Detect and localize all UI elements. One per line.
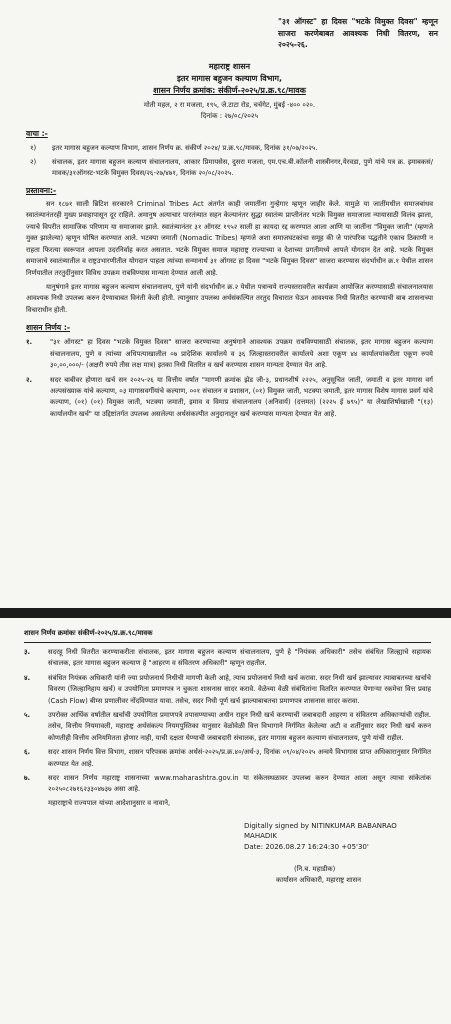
decision-number: १.	[26, 338, 33, 347]
digital-signature-line: Digitally signed by NITINKUMAR BABANRAO	[244, 821, 397, 830]
decision-text: संबंधित नियंत्रक अधिकारी यांनी ज्या प्रयोजनार्थ निधीची मागणी केली आहे, त्याच प्रयोजनार्थ निधी खर्च करावा. सदर निधी खर्च झाल्यावर त्याबाबतच्या खर्चाचे विवरण (जिल्हानिहाय खर्च) व उपयोगिता प्रमाणपत्र न चुकता शासनास सादर करावे. वेळेच्या वेळी संबंधितांना वितरित करण्यात येणाऱ्या रकमेचा वित्त प्रवाह (Cash Flow) बीम्स प्रणालीवर नोंदविण्यात यावा. तसेच, सदर निधी पूर्ण खर्च झाल्याबाबतचा प्रमाणपत्र शासनास सादर करावा.	[48, 673, 431, 705]
reference-text: इतर मागास बहुजन कल्याण विभाग, शासन निर्णय क्र. संकीर्ण २०२४/ प्र.क्र.९८/मावक, दिनांक ३१/०७/२०२५.	[52, 143, 318, 152]
decision-number: ४.	[24, 673, 31, 682]
decision-number: ७.	[24, 774, 31, 783]
department-title: इतर मागास बहुजन कल्याण विभाग,	[177, 73, 282, 83]
decision-text: सदर शासन निर्णय महाराष्ट्र शासनाच्या www.maharashtra.gov.in या संकेतस्थळावर उपलब्ध करुन देण्यात आला असून त्याचा सांकेतांक २०२५०८२७१६२३३०४७३७ असा आहे.	[48, 774, 431, 794]
read-heading: वाचा :-	[26, 128, 48, 138]
decision-text: "३१ ऑगस्ट" हा दिवस "भटके विमुक्त दिवस" साजरा करण्याच्या अनुषंगाने आवश्यक उपक्रम राबविण्यासाठी संचालक, इतर मागास बहुजन कल्याण संचालनालय, पुणे व त्यांच्या अधिपत्याखालील ०७ प्रादेशिक कार्यालये व ३६ जिल्हास्तरावरील कार्यालये अशा एकूण ४४ कार्यालयांकरीता एकूण रुपये ३०,००,०००/- (अक्षरी रुपये तीस लक्ष मात्र) इतका निधी वितरित व खर्च करण्यास शासन मान्यता देण्यात येत आहे.	[50, 338, 433, 370]
decision-heading: शासन निर्णय :-	[26, 323, 71, 333]
decision-item	[26, 337, 433, 371]
decision-number: ५.	[24, 711, 31, 720]
office-address: मोती महल, २ रा मजला, १९५, जे.टाटा रोड, चर्चगेट, मुंबई -४०० ०२०.	[143, 100, 316, 109]
reference-text: संचालक, इतर मागास बहुजन कल्याण संचालनालय, आकार प्रिमायसेस, दुसरा मजला, एम.एच.बी.कॉलनी शास्त्रीनगर,येरवडा, पुणे यांचे पत्र क्र. इमाबकसं/मावक/३१ऑगस्ट-भटके विमुक्त दिवस/२६-२७/४७१, दिनांक २०/०८/२०२५.	[52, 157, 433, 177]
document-page-2	[0, 618, 451, 1024]
government-title: महाराष्ट्र शासन	[208, 61, 251, 71]
digital-signature-line: MAHADIK	[244, 832, 277, 841]
signatory-designation: कार्यासन अधिकारी, महाराष्ट्र शासन	[276, 876, 362, 885]
subject-note: "३१ ऑगस्ट" हा दिवस "भटके विमुक्त दिवस" म्हणून साजरा करणेबाबत आवश्यक निधी वितरण, सन २०२५-२६.	[278, 17, 438, 49]
reference-number: १)	[30, 143, 37, 152]
decision-text: उपरोक्त आर्थिक वर्षातील खर्चाची उपयोगिता प्रमाणपत्रे तपासण्याच्या अधीन राहून निधी खर्च करण्याची जबाबदारी आहरण व संवितरण अधिकाऱ्यांची राहील. तसेच, वित्तीय नियमावली, महाराष्ट्र अर्थसंकल्प नियमपुस्तिका यानुसार वेळोवेळी वित्त विभागाने निर्गमित केलेल्या अटी व शर्तीनुसार सदर निधी खर्च करुन कोणतीही वित्तीय अनियमितता होणार नाही, याची दक्षता घेण्याची जबाबदारी संचालक, इतर मागास बहुजन कल्याण संचालनालय, पुणे यांची राहील.	[48, 711, 431, 742]
decision-item	[24, 773, 431, 796]
reference-item	[26, 157, 433, 179]
decision-number: २.	[26, 375, 33, 384]
digital-signature	[244, 821, 431, 853]
decision-item	[24, 710, 431, 744]
decision-item	[24, 747, 431, 770]
decision-text: सदर बाबीवर होणारा खर्च सन २०२५-२६ या वित्तीय वर्षात "मागणी क्रमांक झेड जी-३, प्रधानशीर्ष २२२५, अनुसूचित जाती, जमाती व इतर मागास वर्ग अल्पसंख्याक यांचे कल्याण, ०३ मागासवर्गीयांचे कल्याण, ००१ संचालन व प्रशासन, (०१) विमुक्त जाती, भटक्या जमाती, इतर मागास विशेष मागास प्रवर्ग यांचे कल्याण, (०१) (०१) विमुक्त जाती, भटक्या जमाती, इमाव व विमाप्र संचालनालय (अनिवार्य) (दत्तमत) (२२२५ ई ७९५)" या लेखाशिर्षाखाली "(१३) कार्यालयीन खर्च" या उद्दिष्टांतर्गत उपलब्ध असलेल्या अर्थसंकल्पीत अनुदानातून खर्च करण्यास मान्यता देण्यात येत आहे.	[50, 375, 433, 418]
document-date: दिनांक : २७/०८/२०२५	[200, 111, 259, 120]
page-header: शासन निर्णय क्रमांकः संकीर्ण-२०२५/प्र.क्र.९८/मावक	[24, 628, 431, 643]
digital-signature-line: Date: 2026.08.27 16:24:30 +05'30'	[244, 842, 369, 851]
reference-item	[26, 143, 433, 154]
closing-line: महाराष्ट्राचे राज्यपाल यांच्या आदेशानुसार व नावाने,	[48, 798, 171, 807]
gr-number: शासन निर्णय क्रमांक: संकीर्ण-२०२५/प्र.क्र.९८/मावक	[153, 85, 306, 95]
decision-number: ६.	[24, 748, 31, 757]
decision-text: सदर शासन निर्णय वित्त विभाग, शासन परिपत्रक क्रमांक अर्थसं-२०२५/प्र.क्र.४०/अर्थ-३, दिनांक ०९/०४/२०२५ अन्वये विभागास प्राप्त अधिकारानुसार निर्गमित करण्यात येत आहे.	[48, 748, 431, 768]
preamble-paragraph: यानुषंगाने इतर मागास बहुजन कल्याण संचालनालय, पुणे यांनी संदर्भाधीन क्र.२ येथील पत्रान्वये राज्यस्तरावरील कार्यक्रम आयोजित करण्यासाठी संचालनालयास आवश्यक निधी उपलब्ध करुन देण्याबाबत विनंती केली होती. त्यानुसार उपलब्ध अर्थसंकल्पित तरतुद विचारात घेऊन आवश्यक निधी वितरीत करण्याची बाब शासनाच्या विचाराधीन होती.	[26, 282, 433, 314]
decision-item	[24, 673, 431, 707]
signatory-name: (नि.ब. महाडीक)	[294, 865, 336, 874]
decision-item	[24, 647, 431, 670]
decision-number: ३.	[24, 648, 31, 656]
reference-number: २)	[30, 157, 37, 166]
preamble-paragraph: सन १८७१ साली ब्रिटिश सरकारने Criminal Tribes Act अंतर्गत काही जमातींना गुन्हेगार म्हणून जाहीर केले. यामुळे या जातींमधील समाजबांधव स्वातंत्र्यानंतरही मुख्य प्रवाहापासून दूर राहिले. अमानुष अत्याचार पारतंत्र्यात सहन केल्यानंतर सुद्धा स्वातंत्र्य प्राप्तीनंतर भटके विमुक्त समाजाला न्यायासाठी विलंब झाला, ज्याचे विपरीत सामाजिक परिणाम या समाजावर झाले. स्वातंत्र्यानंतर ३१ ऑगस्ट १९५२ साली हा कायदा रद्द करण्यात आला आणि या जातींना "विमुक्त जाती" (म्हणजे मुक्त झालेल्या) म्हणून घोषित करण्यात आले. भटक्या जमाती (Nomadic Tribes) म्हणजे अशा समाजघटकांचा समूह की जे पारंपरिक पद्धतीने एकाच ठिकाणी न राहता फिरत्या स्वरूपात आपला उदरनिर्वाह करत असतात. भटके विमुक्त समाज महाराष्ट्र राज्याच्या व देशाच्या प्रगतीमध्ये आपले योगदान देत आहे. भटके विमुक्त समाजाचे स्वातंत्र्यातील व राष्ट्रउभारणीतील योगदान पाहता त्यांच्या सन्मानार्थ ३१ ऑगस्ट हा दिवस "भटके विमुक्त दिवस" साजरा करण्यास संदर्भाधीन क्र.१ येथील शासन निर्णयातील तरतुदींनुसार विविध उपक्रम राबविण्यास मान्यता देण्यात आली आहे.	[26, 199, 433, 278]
preamble-heading: प्रस्तावना:-	[26, 185, 57, 195]
decision-item	[26, 375, 433, 421]
decision-text: सदरहू निधी वितरीत करण्याकरीता संचालक, इतर मागास बहुजन कल्याण संचालनालय, पुणे हे "नियंत्रक अधिकारी" तसेच संबंधित जिल्ह्याचे सहायक संचालक, इतर मागास बहुजन कल्याण हे "आहरण व संवितरण अधिकारी" म्हणून राहतील.	[48, 648, 431, 668]
